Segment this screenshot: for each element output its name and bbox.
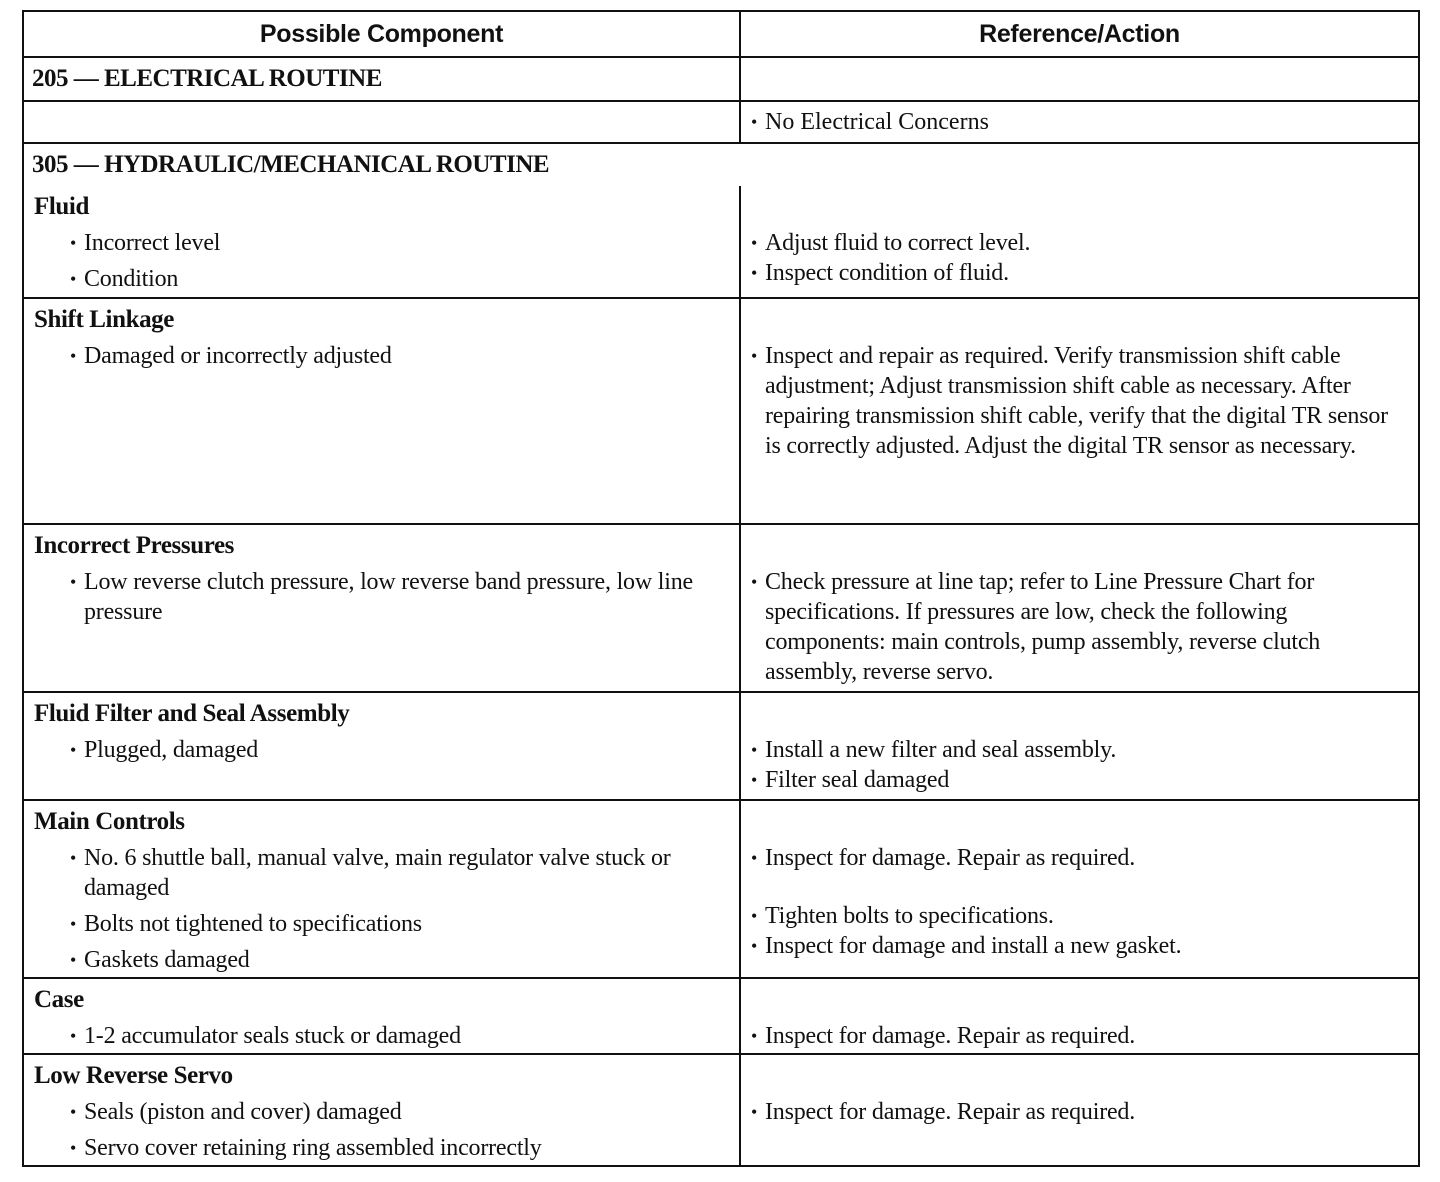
bullet: •	[70, 1138, 77, 1158]
bullet: •	[70, 848, 77, 868]
component-text: Plugged, damaged	[84, 737, 259, 763]
component-item	[34, 1097, 725, 1127]
action-text: Tighten bolts to specifications.	[765, 903, 1054, 929]
bullet: •	[751, 1102, 758, 1122]
bullet: •	[70, 1102, 77, 1122]
action-cell	[741, 299, 1418, 523]
component-cell	[24, 979, 741, 1053]
action-item	[751, 228, 1404, 258]
header-possible-component: Possible Component	[24, 12, 741, 56]
bullet: •	[751, 233, 758, 253]
bullet: •	[70, 572, 77, 592]
component-group-row	[24, 297, 1418, 523]
bullet: •	[70, 1026, 77, 1046]
bullet: •	[70, 269, 77, 289]
component-cell	[24, 299, 741, 523]
component-text: Condition	[84, 266, 179, 292]
table-header-row	[24, 12, 1418, 56]
component-item	[34, 909, 725, 939]
action-item	[751, 1097, 1404, 1127]
component-text: Bolts not tightened to specifications	[84, 911, 422, 937]
action-item	[751, 735, 1404, 765]
action-text: Inspect and repair as required. Verify transmission shift cable adjustment; Adjust transmission shift cable as necessary. After repairing transmission shift cable, verify that the digital TR sensor is correctly adjusted. Adjust the digital TR sensor as necessary.	[765, 343, 1388, 459]
component-text: Low reverse clutch pressure, low reverse band pressure, low line pressure	[84, 569, 693, 625]
component-item	[34, 1021, 725, 1051]
action-item	[751, 1021, 1404, 1051]
bullet: •	[751, 848, 758, 868]
section-row-hydraulic	[24, 142, 1418, 186]
action-item	[751, 843, 1404, 873]
action-item	[751, 258, 1404, 288]
action-cell	[741, 979, 1418, 1053]
action-text: Install a new filter and seal assembly.	[765, 737, 1117, 763]
action-text: Check pressure at line tap; refer to Line Pressure Chart for specifications. If pressures are low, check the following components: main controls, pump assembly, reverse clutch assembly, reverse servo.	[765, 569, 1321, 685]
action-text: Inspect condition of fluid.	[765, 260, 1009, 286]
electrical-action-text: No Electrical Concerns	[765, 109, 989, 135]
component-text: Damaged or incorrectly adjusted	[84, 343, 392, 369]
component-cell	[24, 1055, 741, 1165]
group-title: Incorrect Pressures	[34, 532, 234, 559]
component-text: Incorrect level	[84, 230, 221, 256]
action-text: Inspect for damage. Repair as required.	[765, 1099, 1136, 1125]
component-item	[34, 945, 725, 975]
bullet: •	[751, 112, 758, 132]
bullet: •	[70, 233, 77, 253]
action-cell	[741, 1055, 1418, 1165]
group-title: Low Reverse Servo	[34, 1062, 233, 1089]
section-empty-cell	[741, 58, 1418, 100]
bullet: •	[751, 263, 758, 283]
component-group-row	[24, 1053, 1418, 1165]
diagnosis-table	[22, 10, 1420, 1167]
action-text: Adjust fluid to correct level.	[765, 230, 1031, 256]
component-item	[34, 1133, 725, 1163]
bullet: •	[70, 740, 77, 760]
action-text: Inspect for damage and install a new gasket.	[765, 933, 1182, 959]
bullet: •	[751, 572, 758, 592]
component-text: Seals (piston and cover) damaged	[84, 1099, 402, 1125]
action-cell	[741, 525, 1418, 691]
action-item	[751, 765, 1404, 795]
component-text: No. 6 shuttle ball, manual valve, main regulator valve stuck or damaged	[84, 845, 671, 901]
component-group-row	[24, 186, 1418, 297]
group-title: Shift Linkage	[34, 306, 174, 333]
component-item	[34, 341, 725, 371]
action-cell	[741, 801, 1418, 977]
action-item	[751, 931, 1404, 961]
component-group-row	[24, 523, 1418, 691]
empty-component-cell	[24, 102, 741, 142]
section-title-hydraulic: 305 — HYDRAULIC/MECHANICAL ROUTINE	[32, 151, 550, 178]
action-text: Inspect for damage. Repair as required.	[765, 845, 1136, 871]
component-group-row	[24, 691, 1418, 799]
component-item	[34, 264, 725, 294]
action-text: Filter seal damaged	[765, 767, 950, 793]
bullet: •	[751, 906, 758, 926]
bullet: •	[70, 346, 77, 366]
component-text: Servo cover retaining ring assembled incorrectly	[84, 1135, 542, 1161]
component-cell	[24, 186, 741, 297]
group-title: Main Controls	[34, 808, 185, 835]
bullet: •	[751, 1026, 758, 1046]
component-cell	[24, 525, 741, 691]
section-row-electrical	[24, 56, 1418, 100]
component-text: Gaskets damaged	[84, 947, 250, 973]
action-cell	[741, 693, 1418, 799]
electrical-action-row	[24, 100, 1418, 142]
group-title: Fluid	[34, 193, 89, 220]
action-cell	[741, 186, 1418, 297]
bullet: •	[751, 770, 758, 790]
action-item	[751, 901, 1404, 931]
bullet: •	[751, 346, 758, 366]
component-item	[34, 843, 725, 903]
component-text: 1-2 accumulator seals stuck or damaged	[84, 1023, 461, 1049]
section-title-electrical: 205 — ELECTRICAL ROUTINE	[24, 58, 741, 100]
component-item	[34, 735, 725, 765]
group-title: Case	[34, 986, 84, 1013]
component-group-row	[24, 799, 1418, 977]
bullet: •	[751, 936, 758, 956]
bullet: •	[751, 740, 758, 760]
component-cell	[24, 801, 741, 977]
group-title: Fluid Filter and Seal Assembly	[34, 700, 350, 727]
component-cell	[24, 693, 741, 799]
action-item	[751, 341, 1404, 461]
electrical-action-cell	[741, 102, 1418, 142]
bullet: •	[70, 914, 77, 934]
group-list	[24, 186, 1418, 1165]
component-item	[34, 567, 725, 627]
header-reference-action: Reference/Action	[979, 19, 1180, 48]
action-text: Inspect for damage. Repair as required.	[765, 1023, 1136, 1049]
action-item	[751, 567, 1404, 687]
bullet: •	[70, 950, 77, 970]
component-item	[34, 228, 725, 258]
component-group-row	[24, 977, 1418, 1053]
